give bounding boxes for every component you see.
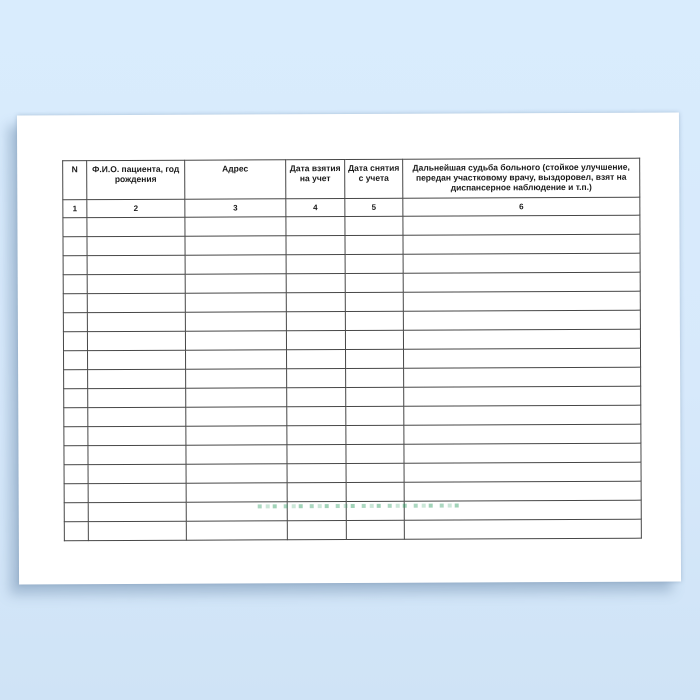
column-number: 5 (345, 198, 403, 216)
empty-cell (346, 406, 404, 425)
empty-cell (346, 349, 404, 368)
empty-cell (404, 481, 641, 501)
empty-cell (64, 522, 88, 541)
empty-cell (287, 483, 346, 502)
empty-cell (286, 217, 345, 236)
empty-cell (403, 291, 640, 311)
header-row (63, 158, 640, 200)
table-row (63, 215, 640, 237)
empty-cell (185, 274, 286, 293)
empty-cell (64, 370, 88, 389)
empty-cell (345, 235, 403, 254)
table-row (63, 272, 640, 294)
empty-cell (287, 521, 346, 540)
table-row (64, 424, 641, 446)
column-header: N (63, 161, 87, 200)
column-header: Дальнейшая судьба больного (стойкое улучшение, передан участковому врачу, выздоровел, взят на диспансерное наблюдение и т.п.) (403, 158, 640, 198)
table-row (64, 519, 641, 541)
empty-cell (64, 427, 88, 446)
empty-cell (88, 464, 186, 483)
empty-cell (404, 424, 641, 444)
empty-cell (87, 312, 185, 331)
empty-cell (87, 293, 185, 312)
empty-cell (185, 255, 286, 274)
empty-cell (87, 217, 185, 236)
empty-cell (63, 332, 87, 351)
empty-cell (63, 237, 87, 256)
empty-cell (88, 369, 186, 388)
column-number: 2 (87, 199, 185, 217)
empty-cell (64, 389, 88, 408)
empty-cell (186, 521, 287, 540)
empty-cell (88, 407, 186, 426)
empty-cell (185, 331, 286, 350)
table-row (63, 310, 640, 332)
table-body (63, 215, 641, 541)
empty-cell (346, 501, 404, 520)
table-row (64, 481, 641, 503)
table-row (64, 500, 641, 522)
column-header: Дата снятия с учета (345, 159, 403, 198)
empty-cell (287, 369, 346, 388)
empty-cell (286, 293, 345, 312)
empty-cell (63, 218, 87, 237)
empty-cell (186, 369, 287, 388)
empty-cell (64, 503, 88, 522)
empty-cell (345, 330, 403, 349)
empty-cell (185, 236, 286, 255)
empty-cell (88, 502, 186, 521)
empty-cell (404, 443, 641, 463)
empty-cell (346, 387, 404, 406)
empty-cell (64, 408, 88, 427)
empty-cell (286, 255, 345, 274)
empty-cell (404, 462, 641, 482)
empty-cell (185, 217, 286, 236)
empty-cell (63, 256, 87, 275)
empty-cell (64, 446, 88, 465)
table-row (64, 386, 641, 408)
empty-cell (185, 312, 286, 331)
empty-cell (346, 463, 404, 482)
empty-cell (88, 350, 186, 369)
empty-cell (403, 329, 640, 349)
empty-cell (286, 274, 345, 293)
empty-cell (186, 407, 287, 426)
empty-cell (403, 310, 640, 330)
empty-cell (403, 272, 640, 292)
empty-cell (345, 311, 403, 330)
empty-cell (186, 388, 287, 407)
empty-cell (88, 521, 186, 540)
empty-cell (287, 388, 346, 407)
empty-cell (186, 426, 287, 445)
empty-cell (346, 444, 404, 463)
table-row (64, 367, 641, 389)
table-row (64, 405, 641, 427)
registry-table (62, 158, 642, 542)
document-page (17, 113, 681, 585)
empty-cell (287, 464, 346, 483)
table-row (63, 234, 640, 256)
empty-cell (404, 500, 641, 520)
empty-cell (345, 254, 403, 273)
empty-cell (87, 255, 185, 274)
table-row (64, 348, 641, 370)
empty-cell (346, 520, 404, 539)
empty-cell (287, 426, 346, 445)
empty-cell (64, 465, 88, 484)
empty-cell (87, 236, 185, 255)
column-number: 1 (63, 200, 87, 218)
empty-cell (404, 367, 641, 387)
empty-cell (403, 234, 640, 254)
empty-cell (286, 312, 345, 331)
empty-cell (186, 464, 287, 483)
empty-cell (63, 294, 87, 313)
empty-cell (287, 407, 346, 426)
table-row (63, 253, 640, 275)
empty-cell (404, 405, 641, 425)
empty-cell (346, 368, 404, 387)
empty-cell (286, 236, 345, 255)
empty-cell (403, 215, 640, 235)
empty-cell (88, 445, 186, 464)
empty-cell (346, 425, 404, 444)
empty-cell (185, 293, 286, 312)
column-header: Адрес (185, 160, 286, 199)
empty-cell (287, 445, 346, 464)
empty-cell (186, 445, 287, 464)
empty-cell (64, 484, 88, 503)
empty-cell (404, 348, 641, 368)
column-number: 3 (185, 199, 286, 217)
empty-cell (63, 313, 87, 332)
column-header: Ф.И.О. пациента, год рождения (87, 160, 185, 199)
table-row (63, 291, 640, 313)
empty-cell (186, 483, 287, 502)
empty-cell (88, 388, 186, 407)
empty-cell (87, 331, 185, 350)
empty-cell (404, 519, 641, 539)
empty-cell (88, 483, 186, 502)
empty-cell (286, 331, 345, 350)
table-row (64, 443, 641, 465)
empty-cell (346, 482, 404, 501)
column-number: 6 (403, 197, 640, 216)
empty-cell (403, 253, 640, 273)
empty-cell (88, 426, 186, 445)
column-number: 4 (286, 199, 345, 217)
table-row (63, 329, 640, 351)
column-header: Дата взятия на учет (286, 160, 345, 199)
empty-cell (404, 386, 641, 406)
empty-cell (87, 274, 185, 293)
empty-cell (345, 273, 403, 292)
empty-cell (287, 350, 346, 369)
empty-cell (186, 350, 287, 369)
empty-cell (345, 216, 403, 235)
empty-cell (64, 351, 88, 370)
empty-cell (63, 275, 87, 294)
empty-cell (345, 292, 403, 311)
empty-cell (186, 502, 287, 521)
empty-cell (287, 502, 346, 521)
table-row (64, 462, 641, 484)
